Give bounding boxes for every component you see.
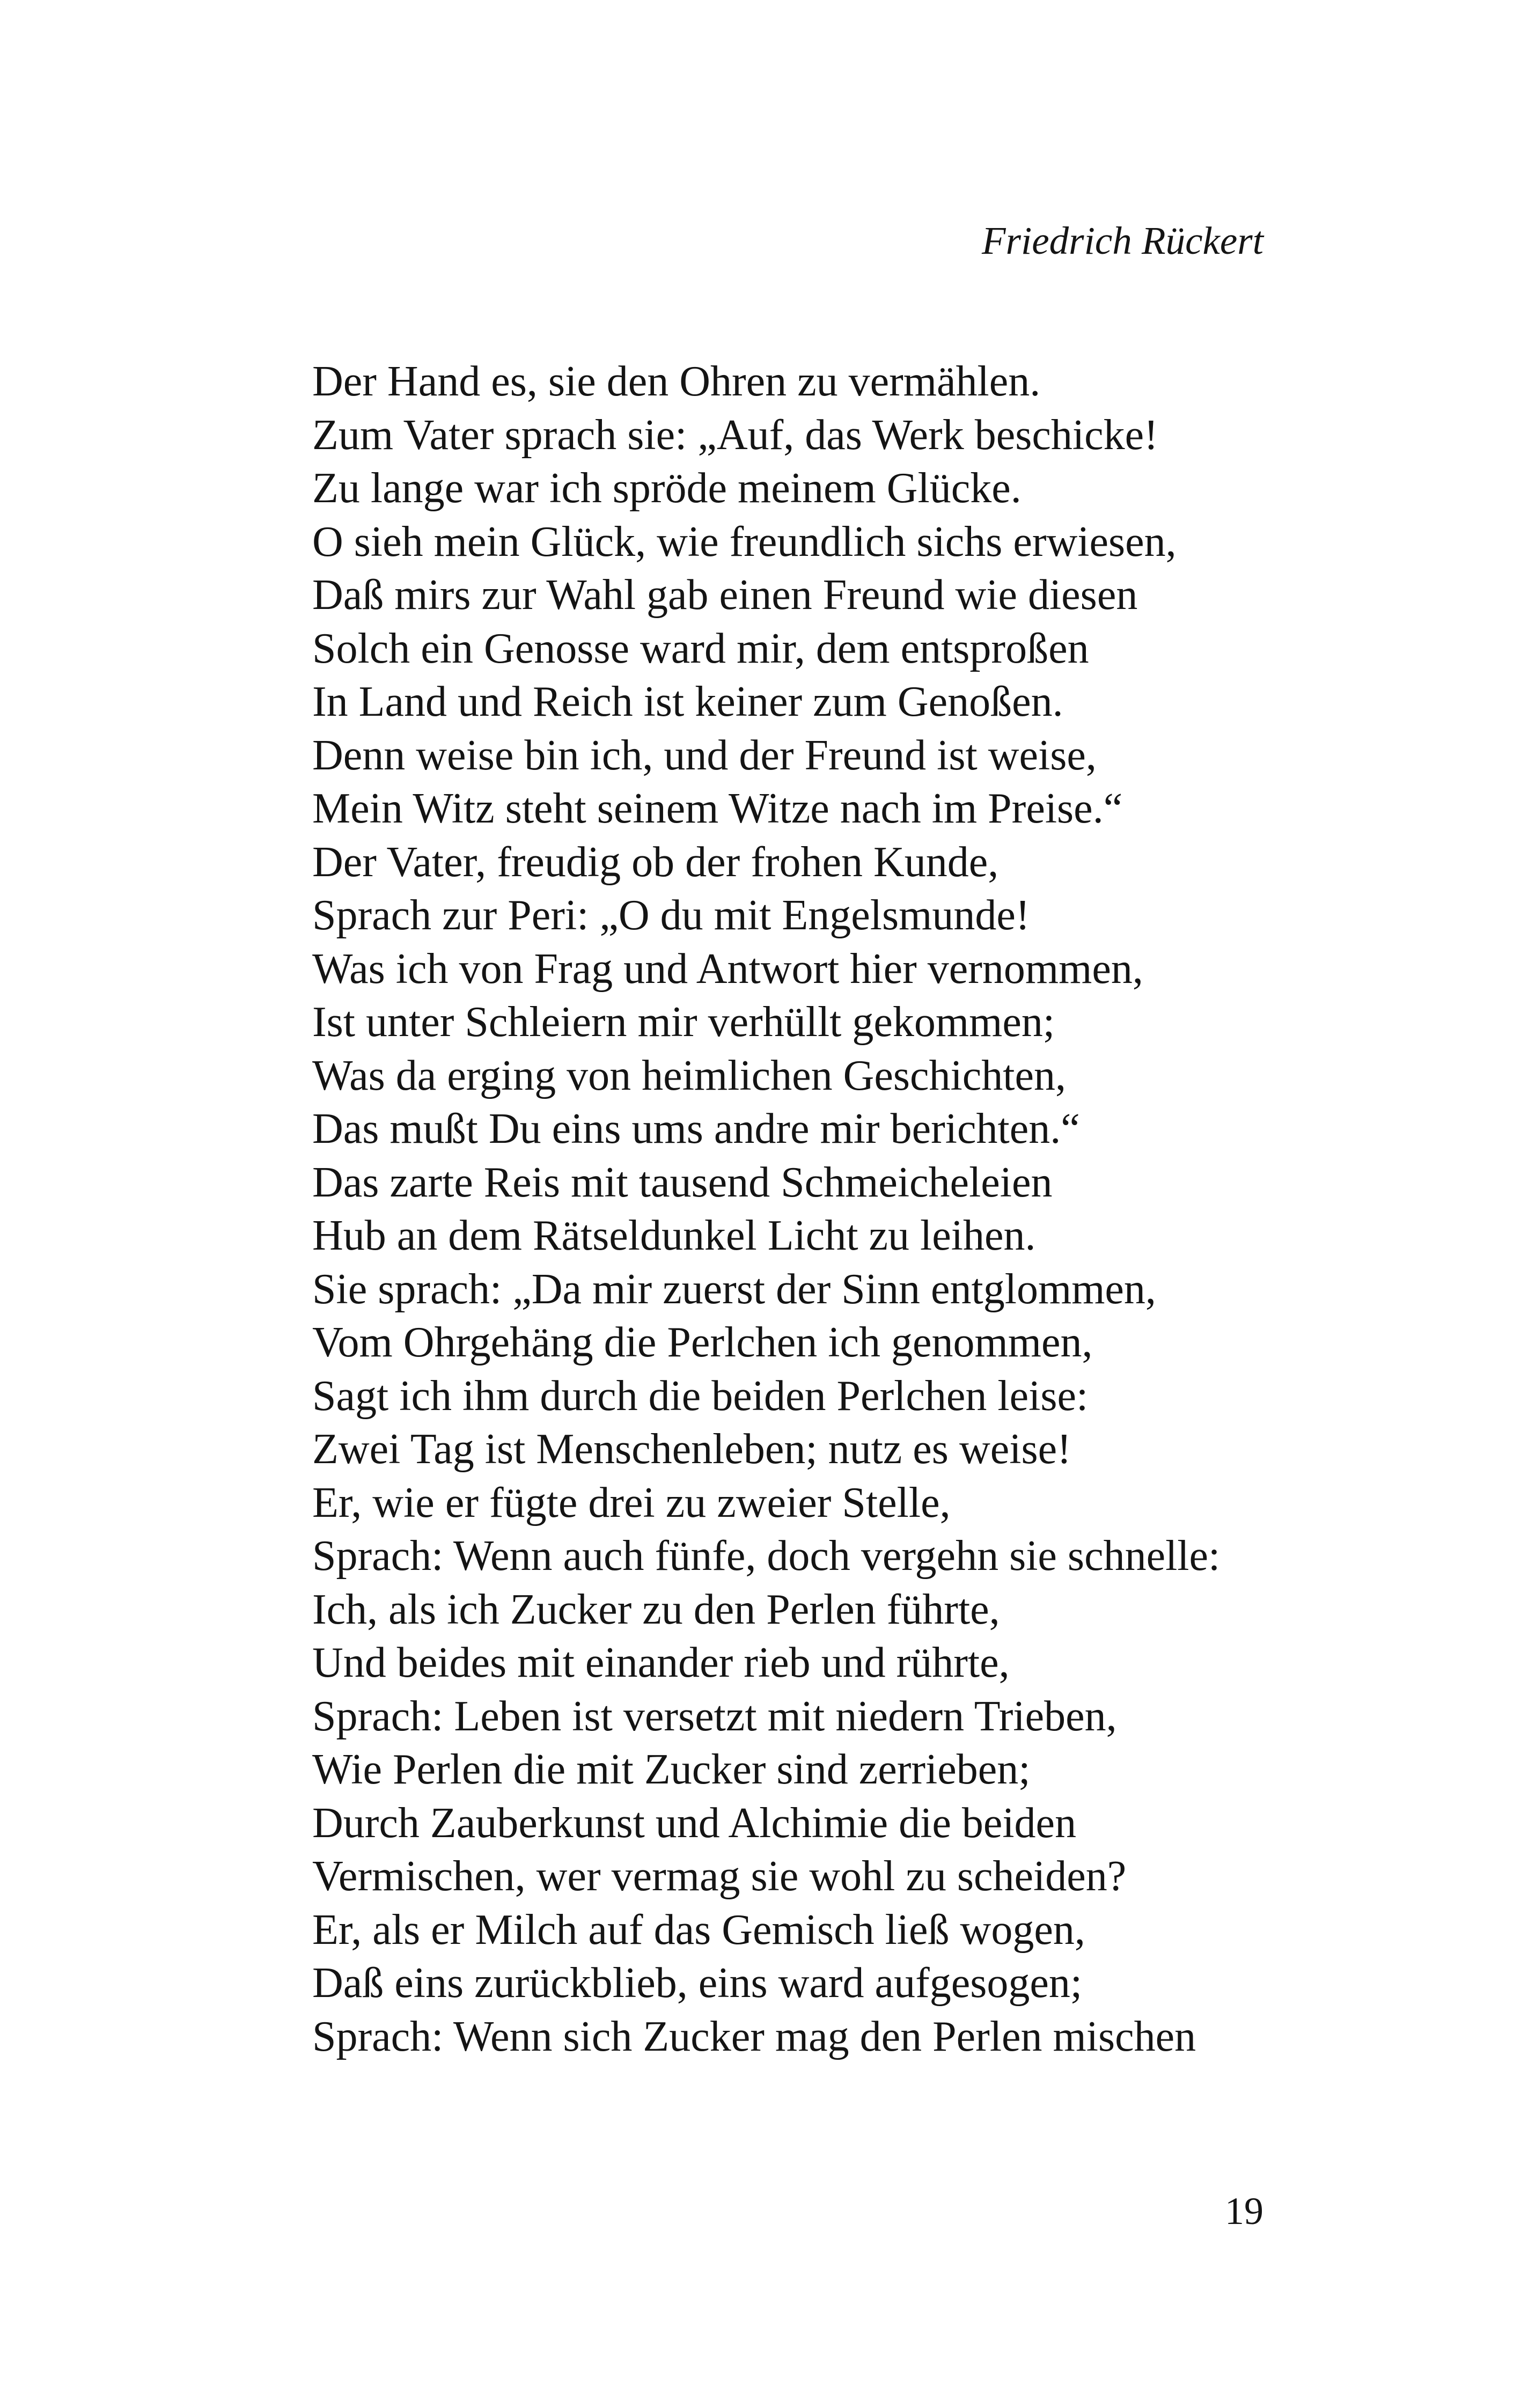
poem-line: Das zarte Reis mit tausend Schmeicheleien — [312, 1158, 1053, 1206]
poem-line: In Land und Reich ist keiner zum Genoßen. — [312, 678, 1063, 725]
poem-line: Sprach: Wenn sich Zucker mag den Perlen mischen — [312, 2013, 1196, 2060]
page-number: 19 — [1225, 2190, 1263, 2233]
poem-line: Zu lange war ich spröde meinem Glücke. — [312, 465, 1022, 512]
poem-line: Sprach: Wenn auch fünfe, doch vergehn sie schnelle: — [312, 1532, 1221, 1580]
poem-line: Und beides mit einander rieb und rührte, — [312, 1639, 1010, 1686]
poem-line: Das mußt Du eins ums andre mir berichten.“ — [312, 1105, 1080, 1152]
poem-line: Sprach zur Peri: „O du mit Engelsmunde! — [312, 892, 1030, 939]
poem-line: Vermischen, wer vermag sie wohl zu scheiden? — [312, 1853, 1127, 1900]
poem-line: Er, wie er fügte drei zu zweier Stelle, — [312, 1479, 951, 1526]
poem-line: Sagt ich ihm durch die beiden Perlchen leise: — [312, 1372, 1089, 1420]
poem-line: O sieh mein Glück, wie freundlich sichs erwiesen, — [312, 518, 1177, 566]
poem-line: Zwei Tag ist Menschenleben; nutz es weise! — [312, 1426, 1071, 1473]
poem-line: Denn weise bin ich, und der Freund ist weise, — [312, 731, 1097, 779]
poem-line: Mein Witz steht seinem Witze nach im Preise.“ — [312, 785, 1123, 832]
poem-line: Ich, als ich Zucker zu den Perlen führte, — [312, 1585, 1000, 1633]
poem-line: Daß eins zurückblieb, eins ward aufgesogen; — [312, 1959, 1083, 2007]
poem-line: Er, als er Milch auf das Gemisch ließ wogen, — [312, 1906, 1085, 1954]
running-head-author: Friedrich Rückert — [981, 219, 1263, 262]
poem-line: Ist unter Schleiern mir verhüllt gekommen; — [312, 999, 1055, 1046]
poem-line: Sprach: Leben ist versetzt mit niedern Trieben, — [312, 1692, 1117, 1740]
poem-line: Daß mirs zur Wahl gab einen Freund wie diesen — [312, 571, 1138, 619]
poem-text — [312, 355, 1278, 2064]
poem-line: Was da erging von heimlichen Geschichten, — [312, 1052, 1066, 1099]
poem-line: Was ich von Frag und Antwort hier vernommen, — [312, 945, 1143, 993]
poem-line: Wie Perlen die mit Zucker sind zerrieben; — [312, 1746, 1031, 1793]
poem-line: Hub an dem Rätseldunkel Licht zu leihen. — [312, 1212, 1036, 1259]
poem-line: Der Hand es, sie den Ohren zu vermählen. — [312, 358, 1041, 405]
poem-line: Vom Ohrgehäng die Perlchen ich genommen, — [312, 1319, 1093, 1366]
poem-line: Zum Vater sprach sie: „Auf, das Werk beschicke! — [312, 411, 1158, 459]
poem-line: Sie sprach: „Da mir zuerst der Sinn entglommen, — [312, 1265, 1156, 1313]
poem-line: Solch ein Genosse ward mir, dem entsproßen — [312, 625, 1089, 672]
poem-line: Durch Zauberkunst und Alchimie die beiden — [312, 1799, 1077, 1847]
poem-line: Der Vater, freudig ob der frohen Kunde, — [312, 838, 999, 886]
